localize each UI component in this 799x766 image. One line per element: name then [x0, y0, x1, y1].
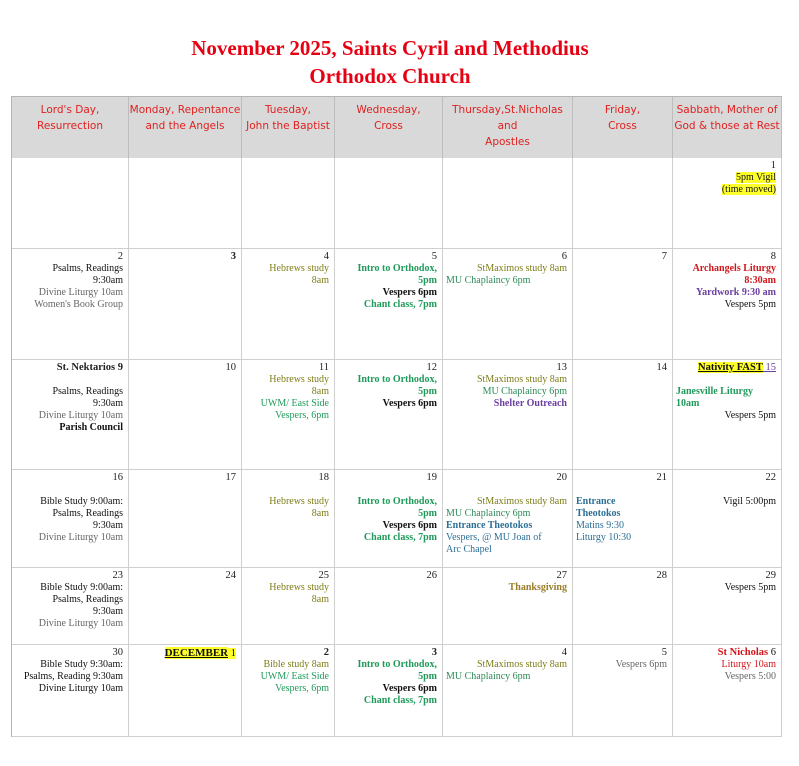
event-line: Bible Study 9:00am: [40, 582, 123, 593]
event-line: Vespers 5pm [724, 582, 776, 593]
event-line [576, 484, 667, 496]
day-number: 4 [561, 647, 567, 658]
day-cell[interactable] [335, 158, 443, 249]
event-line: 5pm [418, 275, 437, 286]
weekday-header-line: Friday, [604, 104, 641, 116]
day-number: 7 [661, 251, 667, 262]
event-line: Janesville Liturgy [676, 386, 753, 397]
event-line: Psalms, Readings [52, 386, 123, 397]
event-line: Hebrews study [269, 263, 329, 274]
day-number: 12 [426, 362, 437, 373]
day-number [576, 160, 667, 172]
day-cell[interactable] [129, 158, 242, 249]
day-number: 19 [426, 472, 437, 483]
event-line: MU Chaplaincy 6pm [446, 508, 531, 519]
event-line: Chant class, 7pm [363, 695, 437, 706]
event-line: Vespers, @ MU Joan of [446, 532, 542, 543]
event-line: 9:30am [93, 275, 123, 286]
day-number: 18 [318, 472, 329, 483]
weekday-header-3 [242, 97, 335, 158]
day-number [676, 647, 776, 659]
event-line: Entrance [576, 496, 616, 507]
day-number: 30 [112, 647, 123, 658]
event-line: Vespers 6pm [382, 683, 437, 694]
event-line: Matins 9:30 [576, 520, 625, 531]
event-line: Vespers 6pm [382, 520, 437, 531]
event-line: StMaximos study 8am [476, 496, 567, 507]
event-line: Psalms, Readings [52, 508, 123, 519]
day-cell[interactable] [573, 360, 673, 470]
event-line [245, 484, 329, 496]
event-line [676, 172, 776, 184]
event-line: Psalms, Readings [52, 263, 123, 274]
day-cell[interactable] [129, 568, 242, 645]
event-line: StMaximos study 8am [476, 374, 567, 385]
day-number: 14 [656, 362, 667, 373]
day-cell[interactable] [573, 249, 673, 360]
day-cell[interactable] [335, 645, 443, 737]
event-line: StMaximos study 8am [476, 263, 567, 274]
highlighted-text: (time moved) [721, 184, 776, 195]
day-number: 11 [318, 362, 329, 373]
weekday-header-line: Sabbath, Mother of [676, 104, 778, 116]
weekday-header-5 [443, 97, 573, 158]
day-number: 20 [556, 472, 567, 483]
event-line: Vespers 6pm [382, 398, 437, 409]
day-number: 10 [225, 362, 236, 373]
event-line: Hebrews study [269, 496, 329, 507]
day-number: 13 [556, 362, 567, 373]
weekday-header-line: Thursday,St.Nicholas and [452, 104, 563, 132]
event-line: 5pm [418, 386, 437, 397]
day-number-value: 6 [768, 647, 776, 658]
day-number: 5 [431, 251, 437, 262]
event-line: Chant class, 7pm [363, 299, 437, 310]
event-line: 9:30am [93, 520, 123, 531]
event-line: Yardwork 9:30 am [696, 287, 776, 298]
day-cell[interactable] [335, 568, 443, 645]
weekday-header-line: Cross [608, 120, 637, 132]
day-cell[interactable] [12, 360, 129, 470]
event-line: Divine Liturgy 10am [38, 287, 123, 298]
day-number: 4 [323, 251, 329, 262]
event-line: Divine Liturgy 10am [38, 618, 123, 629]
event-line: MU Chaplaincy 6pm [446, 275, 531, 286]
event-line: 8am [311, 508, 329, 519]
day-cell[interactable] [443, 645, 573, 737]
day-cell[interactable] [242, 470, 335, 568]
nativity-fast-label: Nativity FAST [698, 362, 763, 373]
event-line [446, 484, 567, 496]
weekday-header-7 [673, 97, 782, 158]
day-cell[interactable] [443, 249, 573, 360]
day-cell[interactable] [129, 470, 242, 568]
event-line: Vespers, 6pm [275, 410, 329, 421]
calendar-grid [11, 96, 782, 737]
weekday-header-1 [12, 97, 129, 158]
day-number: 2 [323, 647, 329, 658]
event-line: Intro to Orthodox, [357, 374, 437, 385]
event-line [338, 484, 437, 496]
day-cell[interactable] [673, 249, 782, 360]
event-line: Hebrews study [269, 374, 329, 385]
weekday-header-line: Tuesday, [264, 104, 312, 116]
event-line: Psalms, Readings [52, 594, 123, 605]
event-line: MU Chaplaincy 6pm [482, 386, 567, 397]
event-line: Parish Council [59, 422, 123, 433]
feast-label: St Nicholas [717, 647, 769, 658]
event-line: Vespers 5pm [724, 299, 776, 310]
weekday-header-line: Wednesday, [356, 104, 421, 116]
day-cell[interactable] [443, 470, 573, 568]
day-cell[interactable] [129, 249, 242, 360]
weekday-header-line: Resurrection [37, 120, 103, 132]
event-line: Hebrews study [269, 582, 329, 593]
event-line: Psalms, Reading 9:30am [23, 671, 123, 682]
day-number: 23 [112, 570, 123, 581]
event-line: 9:30am [93, 606, 123, 617]
event-line: 5pm [418, 508, 437, 519]
day-cell[interactable] [335, 470, 443, 568]
day-cell[interactable] [129, 360, 242, 470]
day-cell[interactable] [673, 470, 782, 568]
day-number: 29 [765, 570, 776, 581]
weekday-header-4 [335, 97, 443, 158]
event-line: Bible Study 9:00am: [40, 496, 123, 507]
day-cell[interactable] [673, 568, 782, 645]
day-number [132, 647, 236, 659]
weekday-header-2 [129, 97, 242, 158]
event-line: Vespers 6pm [382, 287, 437, 298]
event-line: Bible Study 9:30am: [40, 659, 123, 670]
day-number: 17 [225, 472, 236, 483]
day-cell[interactable] [443, 360, 573, 470]
day-number: 2 [117, 251, 123, 262]
event-line: Shelter Outreach [493, 398, 567, 409]
event-line: Vespers 6pm [615, 659, 667, 670]
event-line [15, 374, 123, 386]
event-line: Thanksgiving [508, 582, 567, 593]
event-line: Divine Liturgy 10am [38, 410, 123, 421]
day-cell[interactable] [573, 470, 673, 568]
day-cell[interactable] [573, 158, 673, 249]
day-cell[interactable] [573, 645, 673, 737]
day-number: 8 [770, 251, 776, 262]
day-number: 21 [656, 472, 667, 483]
weekday-header-line: God & those at Rest [674, 120, 780, 132]
day-number: 28 [656, 570, 667, 581]
event-line: Intro to Orthodox, [357, 263, 437, 274]
day-number: 22 [765, 472, 776, 483]
event-line: UWM/ East Side [260, 671, 329, 682]
day-cell[interactable] [242, 568, 335, 645]
weekday-header-line: and the Angels [145, 120, 225, 132]
weekday-header-line: John the Baptist [246, 120, 330, 132]
event-line: StMaximos study 8am [476, 659, 567, 670]
day-cell[interactable] [129, 645, 242, 737]
event-line: Archangels Liturgy [692, 263, 776, 274]
day-number [446, 160, 567, 172]
event-line: Chant class, 7pm [363, 532, 437, 543]
event-line: 8:30am [744, 275, 776, 286]
day-number: 25 [318, 570, 329, 581]
day-cell[interactable] [335, 360, 443, 470]
day-cell[interactable] [12, 470, 129, 568]
event-line: Divine Liturgy 10am [38, 683, 123, 694]
day-cell[interactable] [12, 568, 129, 645]
december-label: DECEMBER [164, 647, 229, 659]
event-line: 8am [311, 386, 329, 397]
day-number: 27 [556, 570, 567, 581]
weekday-header-6 [573, 97, 673, 158]
event-line: Divine Liturgy 10am [38, 532, 123, 543]
calendar-title-line-1: November 2025, Saints Cyril and Methodius [191, 36, 589, 60]
day-cell[interactable] [673, 645, 782, 737]
event-line: Intro to Orthodox, [357, 659, 437, 670]
event-line: UWM/ East Side [260, 398, 329, 409]
day-number: 3 [431, 647, 437, 658]
event-line [15, 484, 123, 496]
day-cell[interactable] [242, 158, 335, 249]
event-line: Entrance Theotokos [446, 520, 533, 531]
weekday-header-line: Cross [374, 120, 403, 132]
event-line: 10am [676, 398, 700, 409]
event-line: MU Chaplaincy 6pm [446, 671, 531, 682]
weekday-header-line: Apostles [485, 136, 530, 148]
weekday-header-line: Lord's Day, [40, 104, 100, 116]
event-line [676, 374, 776, 386]
day-cell[interactable] [443, 158, 573, 249]
day-number-value: 1 [228, 648, 236, 659]
event-line: 8am [311, 594, 329, 605]
day-number [676, 362, 776, 374]
event-line: Theotokos [576, 508, 621, 519]
event-line: Liturgy 10am [721, 659, 776, 670]
day-number [132, 160, 236, 172]
event-line [676, 484, 776, 496]
day-cell[interactable] [242, 249, 335, 360]
day-cell[interactable] [242, 360, 335, 470]
day-cell[interactable] [242, 645, 335, 737]
calendar-title-line-2: Orthodox Church [309, 64, 471, 88]
day-number: 3 [230, 251, 236, 262]
day-number: 26 [426, 570, 437, 581]
event-line: Liturgy 10:30 [576, 532, 632, 543]
day-cell[interactable] [12, 249, 129, 360]
highlighted-text: 5pm Vigil [735, 172, 776, 183]
day-number: 5 [661, 647, 667, 658]
event-line: Bible study 8am [263, 659, 329, 670]
day-number [245, 160, 329, 172]
event-line [676, 184, 776, 196]
day-cell[interactable] [673, 360, 782, 470]
event-line: Women's Book Group [34, 299, 123, 310]
weekday-header-line: Monday, Repentance [129, 104, 241, 116]
day-number: 16 [112, 472, 123, 483]
day-cell[interactable] [443, 568, 573, 645]
event-line: Vespers, 6pm [275, 683, 329, 694]
event-line: Vigil 5:00pm [722, 496, 776, 507]
day-number [338, 160, 437, 172]
event-line: 8am [311, 275, 329, 286]
day-cell[interactable] [673, 158, 782, 249]
event-line: Vespers 5:00 [724, 671, 776, 682]
day-cell[interactable] [573, 568, 673, 645]
day-number: 24 [225, 570, 236, 581]
event-line: Intro to Orthodox, [357, 496, 437, 507]
event-line: 5pm [418, 671, 437, 682]
day-number: 6 [561, 251, 567, 262]
day-number [15, 160, 123, 172]
event-line: 9:30am [93, 398, 123, 409]
day-cell[interactable] [12, 645, 129, 737]
day-number: St. Nektarios 9 [56, 362, 123, 373]
event-line: Arc Chapel [446, 544, 492, 555]
day-number-value: 15 [762, 362, 776, 373]
day-number: 1 [770, 160, 776, 171]
day-cell[interactable] [335, 249, 443, 360]
event-line: Vespers 5pm [724, 410, 776, 421]
day-cell[interactable] [12, 158, 129, 249]
